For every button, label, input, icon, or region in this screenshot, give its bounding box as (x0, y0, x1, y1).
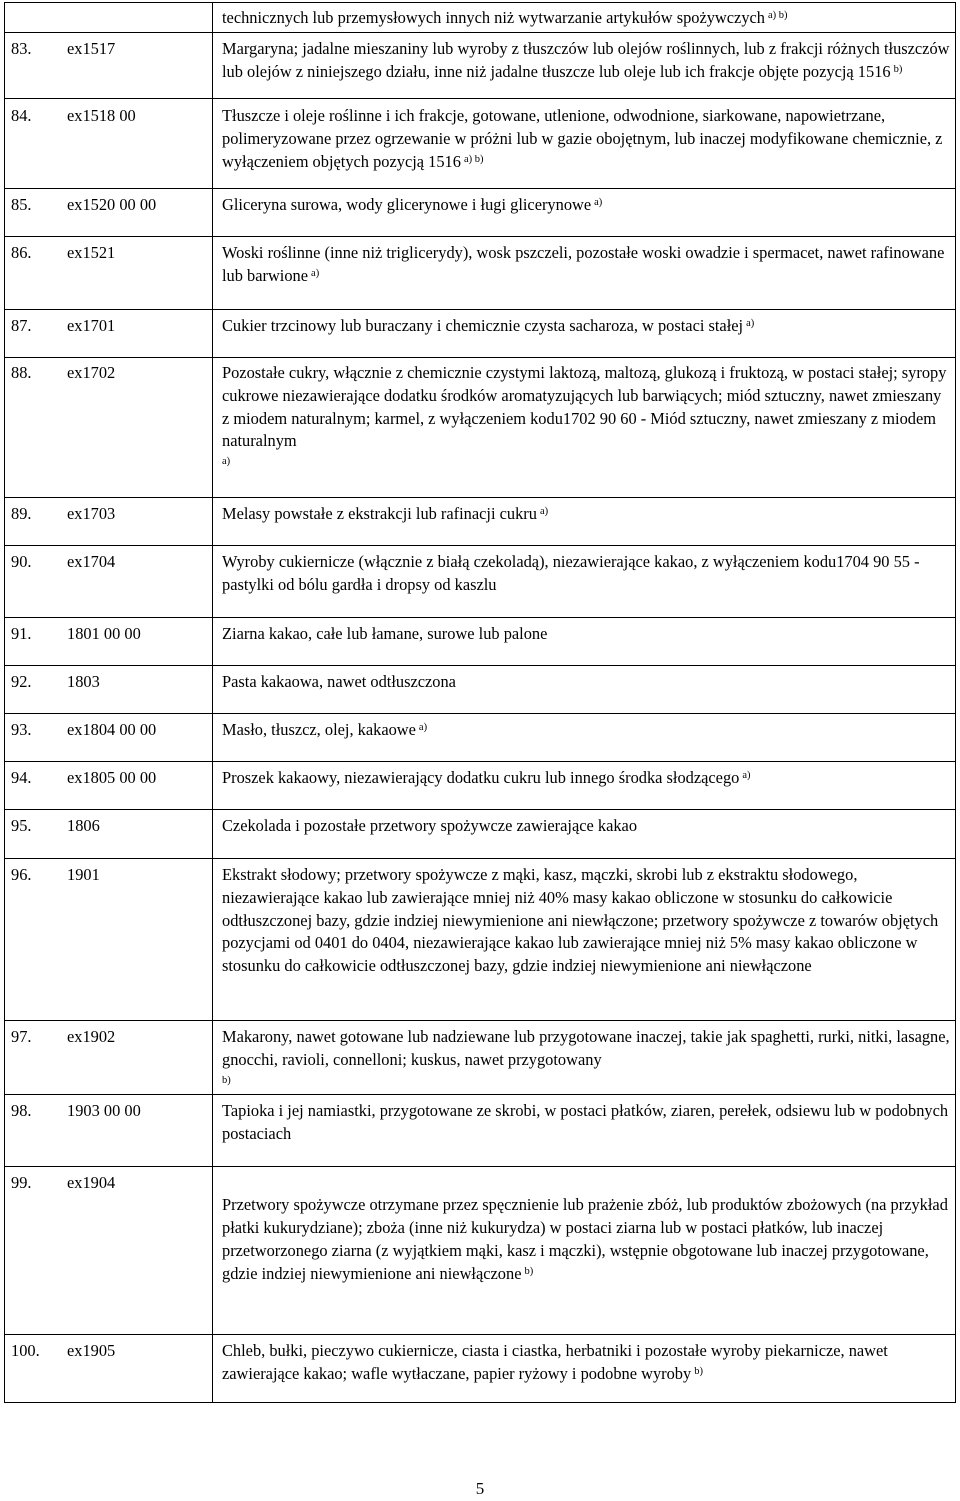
footnote-mark: a) b) (463, 153, 484, 165)
table-row (5, 859, 956, 1021)
description-text: technicznych lub przemysłowych innych niż wytwarzanie artykułów spożywczych (222, 8, 765, 27)
row-number: 98. (11, 1101, 32, 1121)
footnote-mark: a) (742, 770, 751, 781)
footnote-mark: b) (694, 1366, 703, 1378)
footnote-mark: a) (746, 318, 755, 329)
table-row (5, 1167, 956, 1335)
table-row (5, 33, 956, 99)
footnote-mark: a) (418, 722, 428, 733)
table-row (5, 1021, 956, 1095)
row-number: 91. (11, 624, 32, 643)
number-code-cell (5, 1335, 213, 1403)
description-text: Chleb, bułki, pieczywo cukiernicze, ciasta i ciastka, herbatniki i pozostałe wyroby piekarnicze, nawet zawierające kakao; wafle wytłaczane, papier ryżowy i podobne wyroby (222, 1341, 888, 1384)
number-code-cell (5, 859, 213, 1021)
number-code-cell (5, 33, 213, 99)
goods-table-body (5, 3, 956, 1403)
description-text: Pozostałe cukry, włącznie z chemicznie czystymi laktozą, maltozą, glukozą i fruktozą, w postaci stałej; syropy cukrowe niezawierające dodatku środków aromatyzujących lub barwiących; miód sztuczny, nawet zmieszany z miodem naturalnym; karmel, z wyłączeniem kodu1702 90 60 - Miód sztuczny, nawet zmieszany z miodem naturalnym (222, 363, 947, 451)
description-text: Tapioka i jej namiastki, przygotowane ze skrobi, w postaci płatków, ziaren, perełek, odsiewu lub w podobnych postaciach (222, 1101, 949, 1144)
description-text: Gliceryna surowa, wody glicerynowe i ługi glicerynowe (222, 195, 592, 214)
cn-code: ex1804 00 00 (67, 720, 157, 739)
description-text: Margaryna; jadalne mieszaniny lub wyroby z tłuszczów lub olejów roślinnych, lub z frakcji różnych tłuszczów lub olejów z niniejszego działu, inne niż jadalne tłuszcze lub oleje lub ich frakcje objęte pozycją 1516 (222, 39, 950, 81)
description-cell (213, 237, 956, 310)
cn-code: ex1517 (67, 39, 116, 58)
cn-code: ex1905 (67, 1341, 116, 1361)
description-text: Makarony, nawet gotowane lub nadziewane lub przygotowane inaczej, takie jak spaghetti, rurki, nitki, lasagne, gnocchi, ravioli, connelloni; kuskus, nawet przygotowany (222, 1027, 950, 1069)
table-row (5, 189, 956, 237)
number-code-cell (5, 810, 213, 859)
cn-code: ex1701 (67, 316, 116, 335)
table-row (5, 666, 956, 714)
table-row (5, 99, 956, 189)
cn-code: ex1521 (67, 243, 116, 262)
number-code-cell (5, 237, 213, 310)
row-number: 96. (11, 865, 32, 884)
table-row (5, 1095, 956, 1167)
description-cell (213, 1167, 956, 1335)
table-row (5, 3, 956, 33)
footnote-mark: a) (594, 197, 603, 208)
number-code-cell (5, 666, 213, 714)
description-cell (213, 666, 956, 714)
number-code-cell (5, 714, 213, 762)
cn-code: ex1805 00 00 (67, 768, 157, 787)
description-cell (213, 1335, 956, 1403)
row-number: 92. (11, 672, 32, 691)
description-text: Czekolada i pozostałe przetwory spożywcze zawierające kakao (222, 816, 638, 835)
number-code-cell (5, 99, 213, 189)
cn-code: ex1704 (67, 552, 116, 571)
number-code-cell (5, 1021, 213, 1095)
description-cell (213, 714, 956, 762)
footnote-mark: b) (222, 1074, 231, 1086)
description-text: Ekstrakt słodowy; przetwory spożywcze z mąki, kasz, mączki, skrobi lub z ekstraktu słodowego, niezawierające kakao lub zawierające mniej niż 40% masy kakao obliczone w stosunku do całkowicie odtłuszczonej bazy, gdzie indziej niewymienione ani niewłączone; przetwory spożywcze z towarów objętych pozycjami od 0401 do 0404, niezawierające kakao lub zawierające mniej niż 5% masy kakao obliczone w stosunku do całkowicie odtłuszczonej bazy, gdzie indziej niewymienione ani niewłączone (222, 865, 939, 976)
row-number: 83. (11, 39, 32, 58)
row-number: 87. (11, 316, 32, 335)
description-text: Proszek kakaowy, niezawierający dodatku cukru lub innego środka słodzącego (222, 768, 740, 787)
description-cell (213, 33, 956, 99)
table-row (5, 762, 956, 810)
number-code-cell (5, 498, 213, 546)
cn-code: 1901 (67, 865, 100, 884)
description-cell (213, 1021, 956, 1095)
cn-code: ex1518 00 (67, 106, 136, 125)
description-cell (213, 546, 956, 618)
cn-code: ex1702 (67, 363, 116, 382)
table-row (5, 1335, 956, 1403)
description-text: Cukier trzcinowy lub buraczany i chemicznie czysta sacharoza, w postaci stałej (222, 316, 744, 335)
row-number: 88. (11, 363, 32, 382)
table-row (5, 498, 956, 546)
row-number: 90. (11, 552, 32, 571)
description-cell (213, 762, 956, 810)
row-number: 97. (11, 1027, 32, 1046)
cn-code: ex1904 (67, 1173, 116, 1193)
description-cell (213, 99, 956, 189)
row-number: 89. (11, 504, 32, 523)
description-text: Przetwory spożywcze otrzymane przez spęcznienie lub prażenie zbóż, lub produktów zbożowych (na przykład płatki kukurydziane); zboża (inne niż kukurydza) w postaci ziarna lub w postaci płatków, lub inaczej przetworzonego ziarna (z wyjątkiem mąki, kasz i mączki), wstępnie obgotowane lub inaczej przygotowane, gdzie indziej niewymienione ani niewłączone (222, 1195, 948, 1283)
row-number: 100. (11, 1341, 40, 1361)
footnote-mark: b) (893, 63, 903, 75)
row-number: 93. (11, 720, 32, 739)
footnote-mark: a) (539, 506, 549, 517)
row-number: 86. (11, 243, 32, 262)
table-row (5, 546, 956, 618)
description-text: Woski roślinne (inne niż triglicerydy), wosk pszczeli, pozostałe woski owadzie i spermacet, nawet rafinowane lub barwione (222, 243, 945, 285)
number-code-cell (5, 189, 213, 237)
footnote-mark: a) (222, 456, 231, 468)
description-cell (213, 618, 956, 666)
number-code-cell (5, 762, 213, 810)
description-text: Ziarna kakao, całe lub łamane, surowe lub palone (222, 624, 548, 643)
row-number: 84. (11, 106, 32, 125)
number-code-cell (5, 3, 213, 33)
cn-code: 1801 00 00 (67, 624, 141, 643)
description-cell (213, 189, 956, 237)
number-code-cell (5, 1095, 213, 1167)
description-cell (213, 1095, 956, 1167)
row-number: 94. (11, 768, 32, 787)
cn-code: 1903 00 00 (67, 1101, 141, 1121)
description-cell (213, 310, 956, 358)
number-code-cell (5, 1167, 213, 1335)
description-cell (213, 358, 956, 498)
table-row (5, 618, 956, 666)
description-text: Tłuszcze i oleje roślinne i ich frakcje, gotowane, utlenione, odwodnione, siarkowane, napowietrzane, polimeryzowane przez ogrzewanie w próżni lub w gazie obojętnym, lub inaczej modyfikowane chemicznie, z wyłączeniem objętych pozycją 1516 (222, 106, 943, 171)
cn-code: ex1703 (67, 504, 116, 523)
number-code-cell (5, 310, 213, 358)
table-row (5, 714, 956, 762)
description-text: Masło, tłuszcz, olej, kakaowe (222, 720, 416, 739)
row-number: 99. (11, 1173, 32, 1193)
description-cell (213, 3, 956, 33)
footnote-mark: a) b) (767, 10, 788, 21)
cn-code: 1806 (67, 816, 100, 835)
description-text: Melasy powstałe z ekstrakcji lub rafinacji cukru (222, 504, 537, 523)
table-row (5, 310, 956, 358)
goods-table (4, 2, 956, 1403)
row-number: 85. (11, 195, 32, 214)
table-row (5, 237, 956, 310)
cn-code: 1803 (67, 672, 100, 691)
description-cell (213, 810, 956, 859)
table-row (5, 810, 956, 859)
number-code-cell (5, 546, 213, 618)
description-text: Wyroby cukiernicze (włącznie z białą czekoladą), niezawierające kakao, z wyłączeniem kodu1704 90 55 - pastylki od bólu gardła i dropsy od kaszlu (222, 552, 920, 594)
description-text: Pasta kakaowa, nawet odtłuszczona (222, 672, 456, 691)
table-row (5, 358, 956, 498)
row-number: 95. (11, 816, 32, 835)
description-cell (213, 498, 956, 546)
number-code-cell (5, 358, 213, 498)
cn-code: ex1902 (67, 1027, 116, 1046)
number-code-cell (5, 618, 213, 666)
footnote-mark: b) (524, 1265, 534, 1277)
page-number: 5 (475, 1479, 485, 1498)
cn-code: ex1520 00 00 (67, 195, 157, 214)
footnote-mark: a) (311, 267, 320, 279)
description-cell (213, 859, 956, 1021)
